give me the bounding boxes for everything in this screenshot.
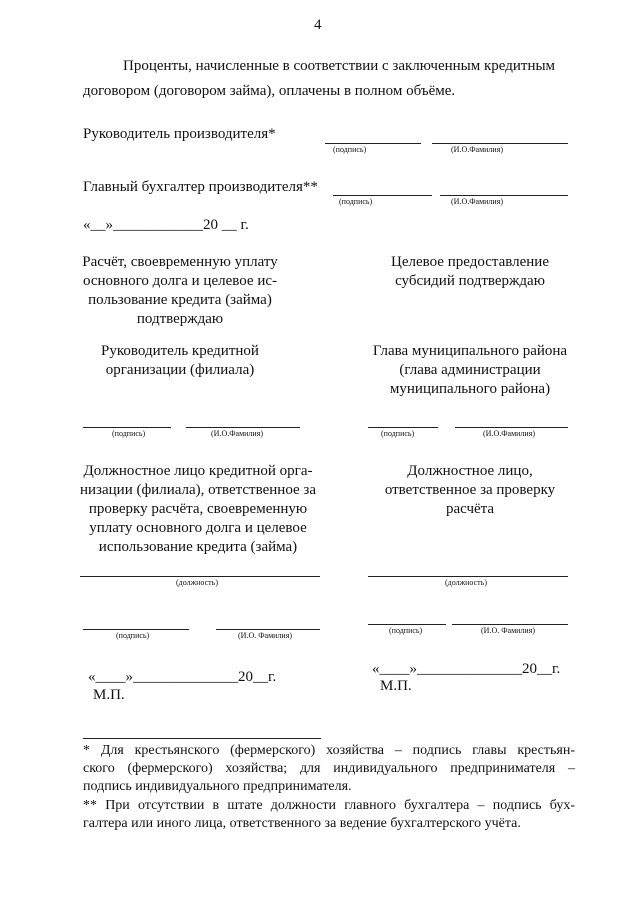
left-role-signature-line [83, 427, 171, 428]
left-role-title: Руководитель кредитной организации (филиала) [101, 343, 259, 378]
left-stamp: М.П. [93, 687, 125, 703]
chief-accountant-label: Главный бухгалтер производителя** [83, 179, 318, 195]
left-confirm-text: Расчёт, своевременную уплату основного долга и целевое ис- пользование кредита (займа) подтверждаю [82, 254, 278, 327]
left-position-line [80, 576, 320, 577]
footnote-1: * Для крестьянского (фермерского) хозяйства – подпись главы крестьян- ского (фермерского) хозяйства; для индивидуального предпринимателя – подпись индивидуального предпринимателя. [83, 743, 575, 794]
right-role-name-caption: (И.О.Фамилия) [483, 429, 536, 438]
chief-accountant-signature-caption: (подпись) [339, 197, 373, 206]
left-official-name-caption: (И.О. Фамилия) [238, 631, 293, 640]
producer-head-name-line [432, 143, 568, 144]
right-official-name-caption: (И.О. Фамилия) [481, 626, 536, 635]
left-official-name-line [216, 629, 320, 630]
footnote-separator [83, 738, 321, 739]
left-official-signature-line [83, 629, 189, 630]
right-official-signature-line [368, 624, 446, 625]
right-official-text: Должностное лицо, ответственное за проверку расчёта [384, 463, 556, 517]
right-position-caption: (должность) [445, 578, 487, 587]
right-role-signature-caption: (подпись) [381, 429, 415, 438]
left-role-signature-caption: (подпись) [112, 429, 146, 438]
producer-head-label: Руководитель производителя* [83, 126, 276, 142]
right-official-name-line [452, 624, 568, 625]
intro-line-1: Проценты, начисленные в соответствии с заключенным кредитным [123, 58, 556, 74]
chief-accountant-name-caption: (И.О.Фамилия) [451, 197, 504, 206]
page-number: 4 [314, 17, 322, 33]
intro-line-2: договором (договором займа), оплачены в полном объёме. [83, 83, 456, 99]
chief-accountant-signature-line [333, 195, 432, 196]
footnote-2: ** При отсутствии в штате должности главного бухгалтера – подпись бух- галтера или иного лица, ответственного за ведение бухгалтерского учёта. [83, 798, 575, 831]
left-role-name-caption: (И.О.Фамилия) [211, 429, 264, 438]
left-position-caption: (должность) [176, 578, 218, 587]
producer-head-signature-caption: (подпись) [333, 145, 367, 154]
left-role-name-line [186, 427, 300, 428]
right-official-signature-caption: (подпись) [389, 626, 423, 635]
chief-accountant-name-line [440, 195, 568, 196]
producer-date: «__»____________20 __ г. [83, 217, 249, 233]
right-position-line [368, 576, 568, 577]
left-official-text: Должностное лицо кредитной орга- низации (филиала), ответственное за проверку расчёта, своевременную уплату основного долга и целевое использование кредита (займа) [80, 463, 316, 555]
producer-head-signature-line [325, 143, 421, 144]
producer-head-name-caption: (И.О.Фамилия) [451, 145, 504, 154]
right-role-name-line [455, 427, 568, 428]
left-official-signature-caption: (подпись) [116, 631, 150, 640]
right-stamp: М.П. [380, 678, 412, 694]
right-role-signature-line [368, 427, 438, 428]
right-role-title: Глава муниципального района (глава администрации муниципального района) [372, 343, 568, 397]
right-date: «____»______________20__г. [372, 661, 561, 677]
left-date: «____»______________20__г. [88, 669, 277, 685]
right-confirm-text: Целевое предоставление субсидий подтверждаю [391, 254, 549, 289]
